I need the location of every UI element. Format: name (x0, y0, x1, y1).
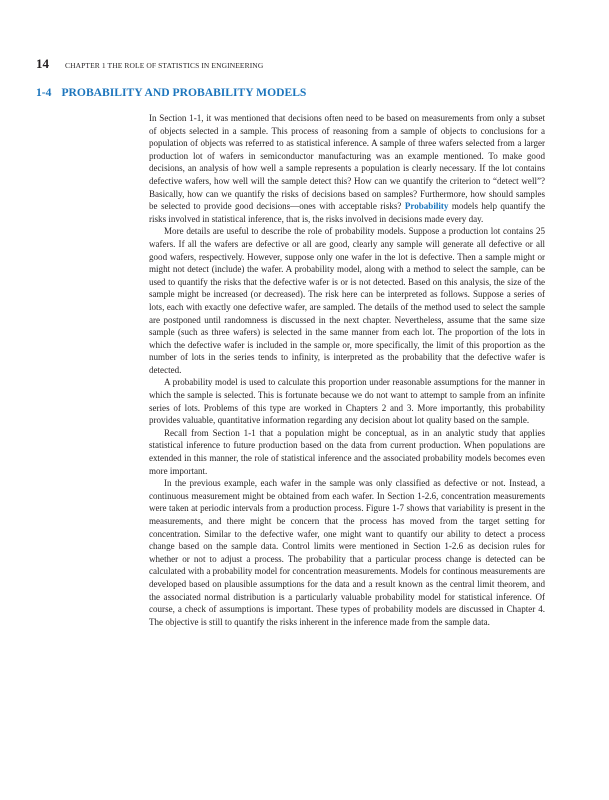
page-number: 14 (36, 56, 49, 71)
paragraph: In the previous example, each wafer in the sample was only classified as defective or not. Instead, a continuous measurement might be obtained from each wafer. In Section 1-2.6, concentration measurements were taken at periodic intervals from a production process. Figure 1-7 shows that variability is present in the measurements, and there might be concern that the process has moved from the target setting for concentration. Similar to the defective wafer, one might want to quantify our ability to detect a process change based on the sample data. Control limits were mentioned in Section 1-2.6 as decision rules for whether or not to adjust a process. The probability that a particular process change is detected can be calculated with a probability model for concentration measurements. Models for continous measurements are developed based on plausible assumptions for the data and a result known as the central limit theorem, and the associated normal distribution is a particularly valuable probability model for statistical inference. Of course, a check of assumptions is important. These types of probability models are discussed in Chapter 4. The objective is still to quantify the risks inherent in the inference made from the sample data. (149, 478, 545, 627)
section-number: 1-4 (36, 86, 52, 99)
body-text (149, 112, 545, 628)
key-term-probability: Probability (404, 201, 449, 212)
paragraph-text: In Section 1-1, it was mentioned that decisions often need to be based on measurements from only a subset of objects selected in a sample. This process of reasoning from a sample of objects to conclusions for a population of objects was referred to as statistical inference. A sample of three wafers selected from a larger production lot of wafers in semiconductor manufacturing was an example mentioned. To make good decisions, an analysis of how well a sample represents a population is clearly necessary. If the lot contains defective wafers, how well will the sample detect this? How can we quantify the criterion to “detect well”? Basically, how can we quantify the risks of decisions based on samples? Furthermore, how should samples be selected to provide good decisions—ones with acceptable risks? (149, 113, 545, 212)
paragraph-text: models help quantify the risks involved in statistical inference, that is, the risks involved in decisions made every day. (149, 201, 545, 224)
section-heading (36, 86, 306, 99)
paragraph (149, 112, 545, 225)
paragraph: Recall from Section 1-1 that a population might be conceptual, as in an analytic study that applies statistical inference to future production based on the data from current production. When populations are extended in this manner, the role of statistical inference and the associated probability models becomes even more important. (149, 427, 545, 476)
section-title: PROBABILITY AND PROBABILITY MODELS (61, 86, 307, 99)
paragraph: A probability model is used to calculate this proportion under reasonable assumptions for the manner in which the sample is selected. This is fortunate because we do not want to attempt to sample from an infinite series of lots. Problems of this type are worked in Chapters 2 and 3. More importantly, this probability provides valuable, quantitative information regarding any decision about lot quality based on the sample. (149, 377, 545, 426)
paragraph: More details are useful to describe the role of probability models. Suppose a production lot contains 25 wafers. If all the wafers are defective or all are good, clearly any sample will generate all defective or all good wafers, respectively. However, suppose only one wafer in the lot is defective. Then a sample might or might not detect (include) the wafer. A probability model, along with a method to select the sample, can be used to quantify the risks that the defective wafer is or is not detected. Based on this analysis, the size of the sample might be increased (or decreased). The risk here can be interpreted as follows. Suppose a series of lots, each with exactly one defective wafer, are sampled. The details of the method used to select the sample are postponed until randomness is discussed in the next chapter. Nevertheless, assume that the same size sample (such as three wafers) is selected in the same manner from each lot. The proportion of the lots in which the defective wafer is included in the sample or, more specifically, the limit of this proportion as the number of lots in the series tends to infinity, is interpreted as the probability that the defective wafer is detected. (149, 226, 545, 375)
running-head: CHAPTER 1 THE ROLE OF STATISTICS IN ENGINEERING (65, 61, 264, 70)
page-header (36, 56, 263, 72)
